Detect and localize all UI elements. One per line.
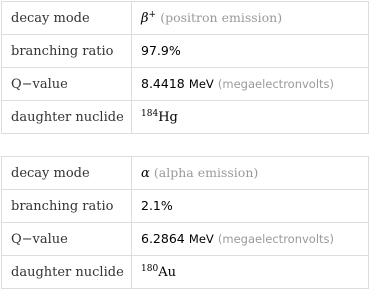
- table-row: [2, 101, 369, 134]
- row-label: decay mode: [2, 157, 132, 190]
- decay-table-1: [1, 1, 369, 134]
- decay-symbol-superscript: +: [148, 10, 157, 20]
- decay-symbol: α: [141, 166, 150, 181]
- row-label: decay mode: [2, 2, 132, 35]
- q-value-unit-note: (megaelectronvolts): [217, 232, 335, 246]
- table-row: [2, 256, 369, 289]
- table-row: [2, 35, 369, 68]
- table-row: [2, 223, 369, 256]
- row-label: branching ratio: [2, 35, 132, 68]
- daughter-nuclide-value: [132, 256, 369, 289]
- table-row: [2, 157, 369, 190]
- mass-number: 184: [141, 108, 159, 119]
- row-label: branching ratio: [2, 190, 132, 223]
- decay-mode-value: [132, 157, 369, 190]
- q-value-unit-note: (megaelectronvolts): [217, 77, 335, 91]
- row-label: Q−value: [2, 223, 132, 256]
- table-row: [2, 190, 369, 223]
- row-label: daughter nuclide: [2, 256, 132, 289]
- table-row: [2, 2, 369, 35]
- decay-symbol: β: [141, 11, 149, 26]
- element-symbol: Hg: [158, 109, 178, 125]
- decay-mode-note: (positron emission): [160, 10, 283, 25]
- table-row: [2, 68, 369, 101]
- q-value: [132, 68, 369, 101]
- branching-ratio-value: [132, 190, 369, 223]
- q-value-unit: MeV: [188, 77, 214, 91]
- decay-table-2: [1, 156, 369, 289]
- mass-number: 180: [141, 263, 159, 274]
- branching-ratio-value: [132, 35, 369, 68]
- q-value-number: 6.2864: [141, 231, 185, 246]
- q-value: [132, 223, 369, 256]
- branching-ratio-number: 2.1%: [141, 198, 173, 213]
- decay-mode-note: (alpha emission): [153, 165, 259, 180]
- branching-ratio-number: 97.9%: [141, 43, 181, 58]
- decay-mode-value: [132, 2, 369, 35]
- daughter-nuclide-value: [132, 101, 369, 134]
- element-symbol: Au: [158, 264, 176, 280]
- row-label: Q−value: [2, 68, 132, 101]
- row-label: daughter nuclide: [2, 101, 132, 134]
- q-value-unit: MeV: [188, 232, 214, 246]
- q-value-number: 8.4418: [141, 76, 185, 91]
